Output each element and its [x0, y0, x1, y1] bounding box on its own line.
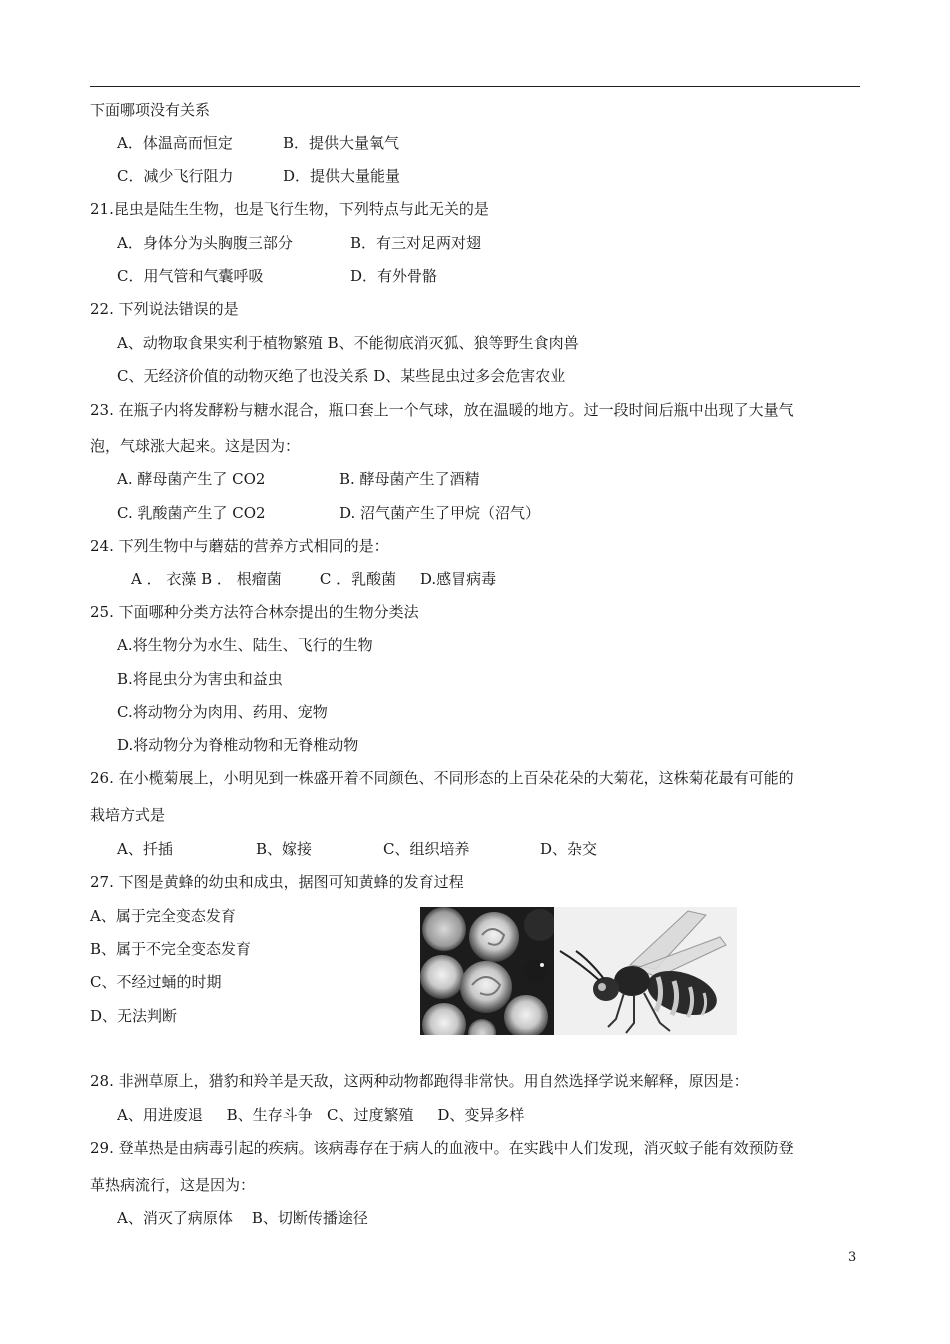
wasp-figure	[420, 907, 737, 1035]
q25-option-d: D.将动物分为脊椎动物和无脊椎动物	[117, 736, 359, 754]
q24-options: A ． 衣藻 B ． 根瘤菌 C ．乳酸菌 D.感冒病毒	[131, 570, 497, 588]
q20-options-row1	[117, 133, 399, 153]
q26-option-d: D、杂交	[540, 840, 598, 858]
q29-options-ab: A、消灭了病原体 B、切断传播途径	[117, 1209, 368, 1227]
q26-option-b: B、嫁接	[256, 840, 313, 858]
q23-option-d: D. 沼气菌产生了甲烷（沼气）	[339, 504, 541, 522]
q21-options-row1	[117, 233, 481, 253]
q20-option-d: D．提供大量能量	[283, 167, 401, 185]
q25-option-b: B.将昆虫分为害虫和益虫	[117, 670, 283, 688]
q21-stem: 21.昆虫是陆生生物，也是飞行生物，下列特点与此无关的是	[90, 200, 489, 218]
larvae-comb	[420, 907, 556, 1035]
q24-stem: 24. 下列生物中与蘑菇的营养方式相同的是：	[90, 537, 389, 555]
q21-option-c: C．用气管和气囊呼吸	[117, 267, 264, 285]
q27-stem: 27. 下图是黄蜂的幼虫和成虫，据图可知黄蜂的发育过程	[90, 873, 464, 891]
q20-stem: 下面哪项没有关系	[90, 101, 211, 119]
q26-stem-line1: 26. 在小榄菊展上，小明见到一株盛开着不同颜色、不同形态的上百朵花朵的大菊花，这株菊花最有可能的	[90, 769, 794, 787]
q25-option-c: C.将动物分为肉用、药用、宠物	[117, 703, 328, 721]
q27-option-b: B、属于不完全变态发育	[90, 940, 252, 958]
q22-stem: 22. 下列说法错误的是	[90, 300, 239, 318]
q27-option-a: A、属于完全变态发育	[90, 907, 236, 925]
q25-stem: 25. 下面哪种分类方法符合林奈提出的生物分类法	[90, 603, 419, 621]
q26-option-a: A、扦插	[117, 840, 173, 858]
q20-option-c: C．减少飞行阻力	[117, 167, 234, 185]
q21-option-d: D．有外骨骼	[350, 267, 438, 285]
q20-option-b: B．提供大量氧气	[283, 134, 400, 152]
q23-options-row2	[117, 503, 540, 523]
q20-options-row2	[117, 166, 400, 186]
q20-option-a: A．体温高而恒定	[117, 134, 233, 152]
q21-options-row2	[117, 266, 437, 286]
q28-stem: 28. 非洲草原上，猎豹和羚羊是天敌，这两种动物都跑得非常快。用自然选择学说来解释，原因是：	[90, 1072, 749, 1090]
q23-option-a: A. 酵母菌产生了 CO2	[117, 470, 266, 488]
q21-option-b: B．有三对足两对翅	[350, 234, 482, 252]
q21-option-a: A．身体分为头胸腹三部分	[117, 234, 293, 252]
q25-option-a: A.将生物分为水生、陆生、飞行的生物	[117, 636, 373, 654]
q23-stem-line2: 泡，气球涨大起来。这是因为：	[90, 437, 301, 455]
wasp-larvae-and-adult-image	[420, 907, 737, 1035]
q26-stem-line2: 栽培方式是	[90, 806, 166, 824]
page-number: 3	[848, 1250, 857, 1265]
q23-option-b: B. 酵母菌产生了酒精	[339, 470, 480, 488]
q29-stem-line1: 29. 登革热是由病毒引起的疾病。该病毒存在于病人的血液中。在实践中人们发现，消灭蚊子能有效预防登	[90, 1139, 794, 1157]
q22-options-cd: C、无经济价值的动物灭绝了也没关系 D、某些昆虫过多会危害农业	[117, 367, 566, 385]
q29-stem-line2: 革热病流行，这是因为：	[90, 1176, 256, 1194]
q26-option-c: C、组织培养	[383, 840, 470, 858]
q23-stem-line1: 23. 在瓶子内将发酵粉与糖水混合，瓶口套上一个气球，放在温暖的地方。过一段时间后瓶中出现了大量气	[90, 401, 794, 419]
adult-wasp	[554, 907, 737, 1035]
q27-option-d: D、无法判断	[90, 1007, 178, 1025]
q26-options	[117, 839, 597, 859]
q27-option-c: C、不经过蛹的时期	[90, 973, 222, 991]
header-rule	[90, 86, 860, 87]
q23-option-c: C. 乳酸菌产生了 CO2	[117, 504, 266, 522]
q23-options-row1	[117, 469, 480, 489]
q28-options: A、用进废退 B、生存斗争 C、过度繁殖 D、变异多样	[117, 1106, 525, 1124]
q22-options-ab: A、动物取食果实利于植物繁殖 B、不能彻底消灭狐、狼等野生食肉兽	[117, 334, 579, 352]
